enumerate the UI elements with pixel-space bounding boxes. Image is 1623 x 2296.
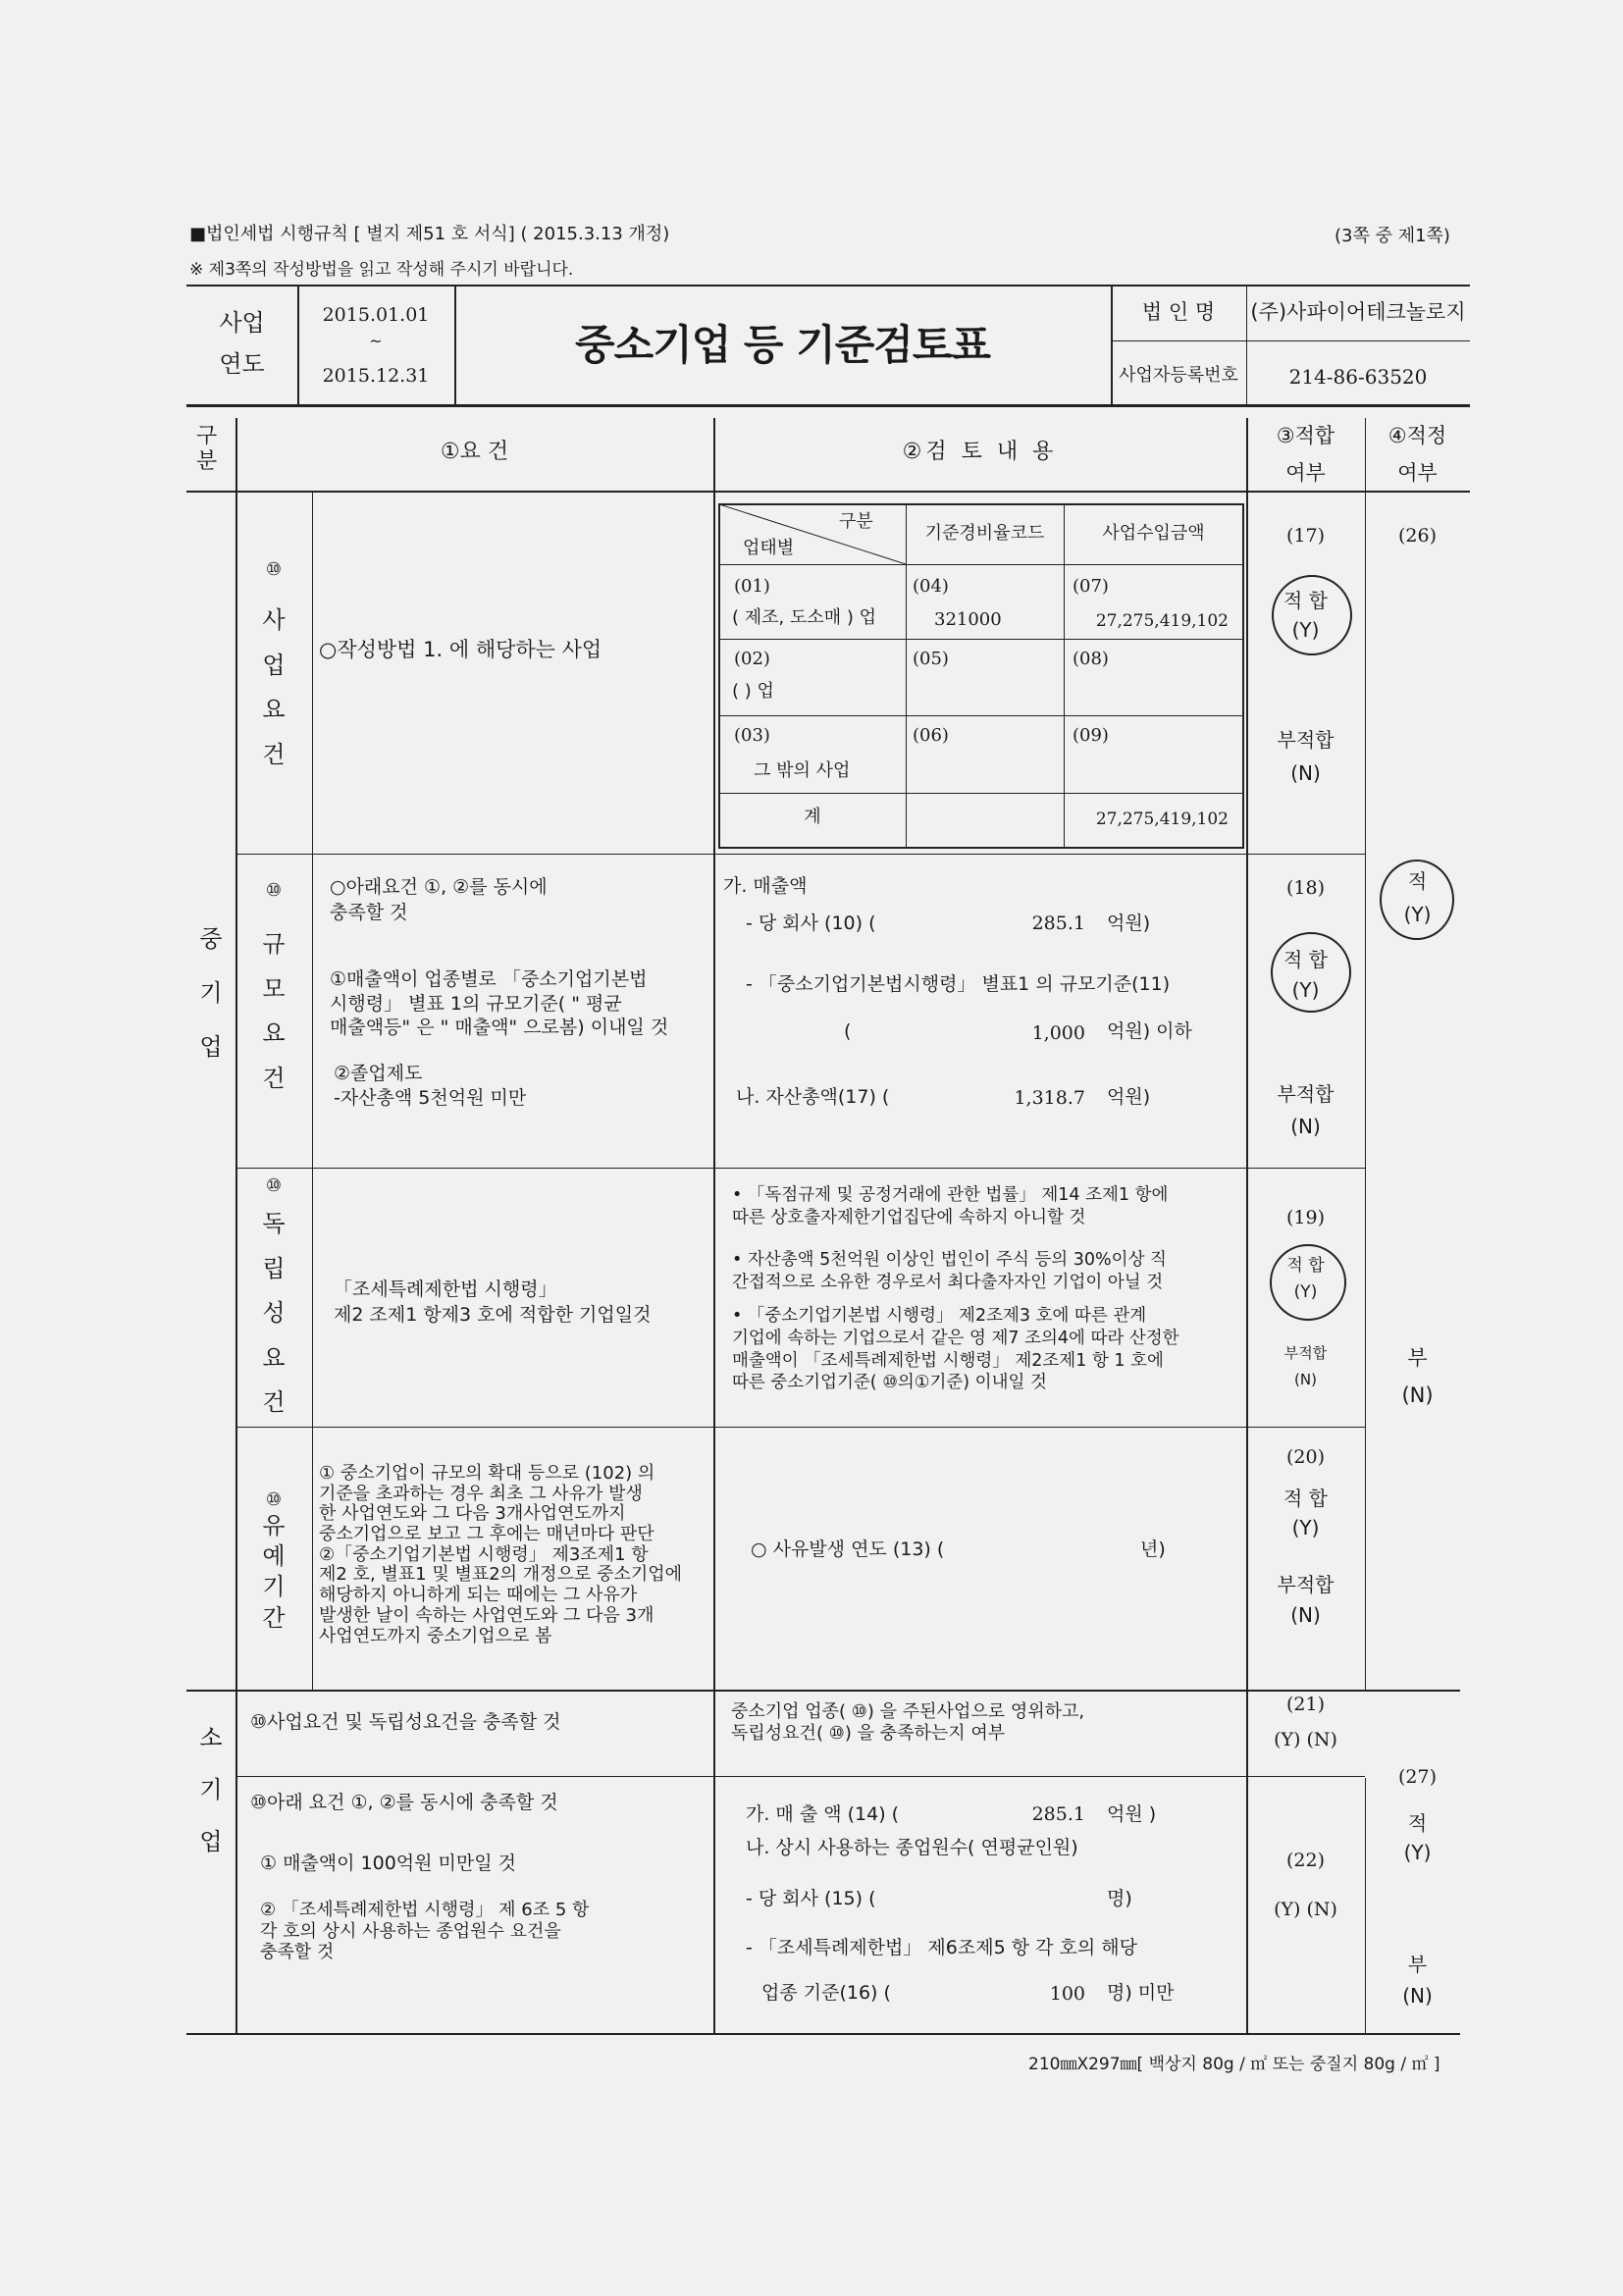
fiscal-end-date: 2015.12.31 [322, 365, 430, 387]
cell-code-label: (06) [913, 725, 949, 746]
row-103-review-1 [732, 1184, 1168, 1229]
biz-no-label: 사업자등록번호 [1119, 365, 1238, 386]
section-label-char: 업 [199, 1033, 223, 1062]
cell-code-label: (01) [734, 576, 770, 597]
fit-ng-code: (N) [1290, 761, 1321, 785]
column-header-fit: ③적합 [1276, 424, 1335, 447]
instruction-note: ※ 제3쪽의 작성방법을 읽고 작성해 주시기 바랍니다. [189, 260, 574, 280]
text-line: -자산총액 5천억원 미만 [334, 1086, 527, 1109]
row-106-requirement: ⑩아래 요건 ①, ②를 동시에 충족할 것 [250, 1792, 558, 1813]
row-102-requirement-1 [330, 967, 668, 1040]
biz-no: 214-86-63520 [1288, 365, 1428, 389]
review-employees-company-unit: 명) [1107, 1888, 1132, 1909]
fit-number: (17) [1285, 525, 1325, 547]
decision-ng-label: 부 [1407, 1953, 1428, 1976]
decision-ok-code: (Y) [1403, 1841, 1432, 1864]
text-line: 따른 상호출자제한기업집단에 속하지 아니할 것 [732, 1207, 1086, 1227]
review-reason-year-label: ○ 사유발생 연도 (13) ( [751, 1539, 945, 1560]
decision-ng-code: (N) [1401, 1383, 1434, 1407]
grid-line [719, 564, 1243, 565]
column-header-decision: 여부 [1397, 461, 1438, 485]
text-line: 시행령」 별표 1의 규모기준( " 평균 [330, 992, 622, 1015]
cell-expense-code: 321000 [934, 609, 1002, 630]
text-line: 매출액등" 은 " 매출액" 으로봄) 이내일 것 [330, 1017, 669, 1039]
text-line: ① 중소기업이 규모의 확대 등으로 (102) 의 [319, 1463, 655, 1484]
label-char: 기 [262, 1573, 286, 1601]
grid-line [312, 491, 313, 1690]
cell-code-label: (04) [913, 576, 949, 597]
text-line: 제2 호, 별표1 및 별표2의 개정으로 중소기업에 [319, 1564, 683, 1586]
review-revenue-unit: 억원 ) [1107, 1803, 1157, 1825]
text-line: ② 「조세특례제한법 시행령」 제 6조 5 항 [260, 1900, 590, 1920]
fiscal-year-label: 사업 [219, 309, 265, 337]
row-102-requirement-2 [334, 1062, 526, 1110]
review-employees-heading: 나. 상시 사용하는 종업원수( 연평균인원) [746, 1837, 1078, 1858]
cell-business-type: 그 밖의 사업 [754, 760, 851, 781]
row-106-requirement-1: ① 매출액이 100억원 미만일 것 [260, 1852, 516, 1874]
inner-header-code: 기준경비율코드 [924, 523, 1045, 544]
fit-ng-code: (N) [1290, 1603, 1321, 1627]
label-char: 예 [262, 1542, 286, 1571]
row-104-requirement [319, 1464, 682, 1646]
fit-ok-label: 적 합 [1283, 1487, 1328, 1510]
grid-line [1064, 504, 1065, 848]
cell-code-label: (08) [1073, 649, 1109, 669]
label-char: 성 [262, 1299, 286, 1328]
text-line: • 「독점규제 및 공정거래에 관한 법률」 제14 조제1 항에 [732, 1185, 1169, 1205]
label-char: 건 [262, 740, 286, 768]
section-label-char: 기 [199, 1775, 223, 1803]
section-label-small [186, 1712, 236, 1867]
label-char: 모 [262, 974, 286, 1003]
grid-line [906, 504, 907, 848]
review-employees-company-label: - 당 회사 (15) ( [746, 1888, 876, 1909]
header-top-rule [186, 285, 1470, 287]
fit-ng-label: 부적합 [1277, 1573, 1335, 1596]
fit-ng-code: (N) [1290, 1115, 1321, 1138]
fit-ok-label: 적 합 [1283, 589, 1328, 612]
section-label-char: 업 [199, 1827, 223, 1855]
inner-header-type: 업태별 [743, 538, 795, 558]
inner-header-amount: 사업수입금액 [1102, 523, 1205, 544]
corp-name: (주)사파이어테크놀로지 [1250, 300, 1466, 324]
row-102-requirement [330, 875, 548, 925]
decision-ng-code: (N) [1402, 1984, 1433, 2008]
cell-code-label: (03) [734, 725, 770, 746]
section-label-sme [186, 913, 236, 1075]
column-header-decision: ④적정 [1387, 424, 1447, 447]
cell-code-label: (05) [913, 649, 949, 669]
fit-yn: (Y) (N) [1274, 1899, 1337, 1920]
fit-ng-code: (N) [1294, 1371, 1317, 1388]
review-revenue-heading: 가. 매출액 [723, 875, 808, 897]
grid-line [719, 715, 1243, 716]
grid-line [1365, 418, 1366, 1690]
text-line: • 자산총액 5천억원 이상인 법인이 주식 등의 30%이상 직 [732, 1250, 1167, 1270]
section-label-char: 소 [199, 1724, 223, 1751]
review-industry-standard-value: 100 [1049, 1983, 1085, 2005]
cell-code-label: (02) [734, 649, 770, 669]
fit-number: (21) [1285, 1694, 1325, 1715]
selection-circle [1272, 575, 1352, 655]
text-line: 충족할 것 [260, 1942, 335, 1963]
inner-header-category: 구분 [839, 511, 873, 532]
row-101-number: ⑩ [265, 559, 283, 580]
total-label: 계 [804, 807, 821, 827]
corp-name-label: 법 인 명 [1141, 300, 1216, 324]
text-line: ②졸업제도 [334, 1063, 423, 1084]
section-label-char: 중 [199, 925, 223, 953]
column-header-category: 구분 [196, 424, 218, 475]
grid-line [719, 793, 1243, 794]
cell-business-type: ( ) 업 [732, 681, 774, 702]
text-line: 중소기업으로 보고 그 후에는 매년마다 판단 [319, 1524, 654, 1545]
cell-business-type: ( 제조, 도소매 ) 업 [732, 607, 876, 628]
label-char: 유 [262, 1512, 286, 1539]
text-line: 사업연도까지 중소기업으로 봄 [319, 1625, 552, 1646]
label-char: 요 [262, 1343, 286, 1372]
text-line: 기준을 초과하는 경우 최초 그 사유가 발생 [319, 1483, 643, 1504]
text-line: ○아래요건 ①, ②를 동시에 [330, 876, 548, 898]
label-char: 사 [262, 606, 286, 634]
decision-number: (26) [1397, 525, 1437, 547]
cell-code-label: (07) [1073, 576, 1109, 597]
label-char: 건 [262, 1388, 286, 1417]
grid-line [713, 418, 715, 2033]
row-divider [236, 1427, 1365, 1428]
text-line: 각 호의 상시 사용하는 종업원수 요건을 [260, 1920, 561, 1942]
label-char: 건 [262, 1064, 286, 1092]
review-assets-label: 나. 자산총액(17) ( [736, 1086, 890, 1108]
fiscal-tilde: ~ [369, 332, 383, 350]
review-revenue-company-label: - 당 회사 (10) ( [746, 913, 876, 934]
fit-ok-code: (Y) [1293, 1282, 1318, 1302]
text-line: 「조세특례제한법 시행령」 [334, 1278, 557, 1300]
row-106-requirement-2 [260, 1900, 589, 1963]
text-line: 매출액이 「조세특례제한법 시행령」 제2조제1 항 1 호에 [732, 1350, 1164, 1371]
label-char: 업 [262, 651, 286, 679]
cell-code-label: (09) [1073, 725, 1109, 746]
decision-ok-label: 적 [1407, 869, 1428, 893]
review-revenue-value: 285.1 [1031, 1803, 1085, 1825]
row-103-review-3 [732, 1305, 1179, 1394]
row-divider [236, 854, 1365, 855]
cell-revenue: 27,275,419,102 [1095, 611, 1229, 631]
decision-ok-code: (Y) [1403, 903, 1432, 926]
column-header-fit: 여부 [1285, 461, 1326, 485]
decision-number: (27) [1397, 1766, 1437, 1788]
fit-ng-label: 부적합 [1277, 1082, 1335, 1106]
fiscal-year-label: 연도 [219, 350, 265, 378]
text-line: 따른 중소기업기준( ⑩의①기준) 이내일 것 [732, 1373, 1047, 1393]
header-bottom-rule [186, 404, 1470, 407]
table-bottom-rule [186, 2033, 1460, 2035]
column-header-requirement: ①요 건 [440, 440, 509, 464]
fit-ok-code: (Y) [1291, 978, 1320, 1002]
fit-number: (20) [1285, 1446, 1325, 1468]
section-label-char: 기 [199, 979, 223, 1008]
label-char: 립 [262, 1254, 286, 1282]
decision-ok-label: 적 [1407, 1811, 1428, 1835]
review-industry-standard-label: 업종 기준(16) ( [761, 1982, 891, 2004]
fit-number: (19) [1285, 1207, 1325, 1228]
row-103-number: ⑩ [265, 1175, 283, 1196]
row-105-requirement: ⑩사업요건 및 독립성요건을 충족할 것 [250, 1711, 561, 1733]
text-line: 간접적으로 소유한 경우로서 최다출자자인 기업이 아닐 것 [732, 1272, 1164, 1292]
text-line: 제2 조제1 항제3 호에 적합한 기업일것 [334, 1303, 652, 1326]
fit-yn: (Y) (N) [1274, 1729, 1337, 1750]
row-divider [236, 1168, 1365, 1169]
text-line: 해당하지 아니하게 되는 때에는 그 사유가 [319, 1585, 638, 1606]
review-revenue-company-unit: 억원) [1107, 913, 1151, 934]
review-size-standard-open: ( [844, 1020, 852, 1042]
review-employee-standard-label: - 「조세특례제한법」 제6조제5 항 각 호의 해당 [746, 1937, 1137, 1958]
column-header-review: ②검 토 내 용 [902, 440, 1058, 464]
row-103-label [236, 1202, 312, 1426]
text-line: 한 사업연도와 그 다음 3개사업연도까지 [319, 1503, 626, 1525]
text-line: ②「중소기업기본법 시행령」 제3조제1 항 [319, 1543, 649, 1565]
review-size-standard-label: - 「중소기업기본법시행령」 별표1 의 규모기준(11) [746, 973, 1171, 995]
page-title: 중소기업 등 기준검토표 [575, 321, 990, 369]
column-header-rule [186, 491, 1470, 493]
text-line: 기업에 속하는 기업으로서 같은 영 제7 조의4에 따라 산정한 [732, 1328, 1179, 1348]
text-line: • 「중소기업기본법 시행령」 제2조제3 호에 따른 관계 [732, 1306, 1147, 1326]
paper-spec: 210㎜X297㎜[ 백상지 80g / ㎡ 또는 중질지 80g / ㎡ ] [1028, 2055, 1440, 2074]
fit-ng-label: 부적합 [1283, 1344, 1328, 1362]
row-105-review [731, 1701, 1084, 1744]
row-101-requirement: ○작성방법 1. 에 해당하는 사업 [319, 638, 602, 661]
text-line: 독립성요건( ⑩) 을 충족하는지 여부 [731, 1722, 1006, 1744]
fit-ok-label: 적 합 [1286, 1256, 1325, 1276]
row-102-label [236, 922, 312, 1101]
label-char: 요 [262, 1019, 286, 1048]
review-reason-year-unit: 년) [1140, 1539, 1166, 1560]
row-103-requirement [334, 1278, 651, 1328]
fit-ng-label: 부적합 [1277, 728, 1335, 752]
review-assets-value: 1,318.7 [1014, 1087, 1085, 1109]
label-char: 규 [262, 930, 286, 958]
fit-number: (22) [1285, 1850, 1325, 1871]
review-assets-unit: 억원) [1107, 1086, 1151, 1108]
row-104-number: ⑩ [265, 1489, 283, 1510]
label-char: 간 [262, 1603, 286, 1632]
fit-number: (18) [1285, 877, 1325, 899]
fiscal-start-date: 2015.01.01 [322, 304, 430, 326]
fit-ok-code: (Y) [1291, 618, 1320, 642]
review-size-standard-unit: 억원) 이하 [1107, 1020, 1192, 1042]
total-revenue: 27,275,419,102 [1095, 809, 1229, 829]
review-industry-standard-unit: 명) 미만 [1107, 1982, 1175, 2004]
section-divider [186, 1690, 1460, 1692]
review-size-standard-value: 1,000 [1031, 1022, 1085, 1044]
review-revenue-label: 가. 매 출 액 (14) ( [746, 1803, 900, 1825]
text-line: ①매출액이 업종별로 「중소기업기본법 [330, 968, 648, 990]
text-line: 충족할 것 [330, 901, 408, 923]
page-indicator: (3쪽 중 제1쪽) [1335, 226, 1450, 246]
text-line: 발생한 날이 속하는 사업연도와 그 다음 3개 [319, 1604, 654, 1626]
review-revenue-company-value: 285.1 [1031, 913, 1085, 934]
text-line: 중소기업 업종( ⑩) 을 주된사업으로 영위하고, [731, 1701, 1085, 1722]
row-104-label [236, 1511, 312, 1634]
header-divider [1111, 340, 1470, 341]
grid-line [719, 639, 1243, 640]
label-char: 요 [262, 696, 286, 724]
label-char: 독 [262, 1210, 286, 1237]
row-103-review-2 [732, 1249, 1167, 1294]
form-reference: ■법인세법 시행규칙 [ 별지 제51 호 서식] ( 2015.3.13 개정) [189, 224, 670, 244]
decision-ng-label: 부 [1407, 1346, 1428, 1370]
row-102-number: ⑩ [265, 880, 283, 901]
fit-ok-code: (Y) [1291, 1516, 1320, 1539]
fit-ok-label: 적 합 [1283, 948, 1328, 971]
row-101-label [236, 599, 312, 777]
row-divider [236, 1776, 1365, 1777]
